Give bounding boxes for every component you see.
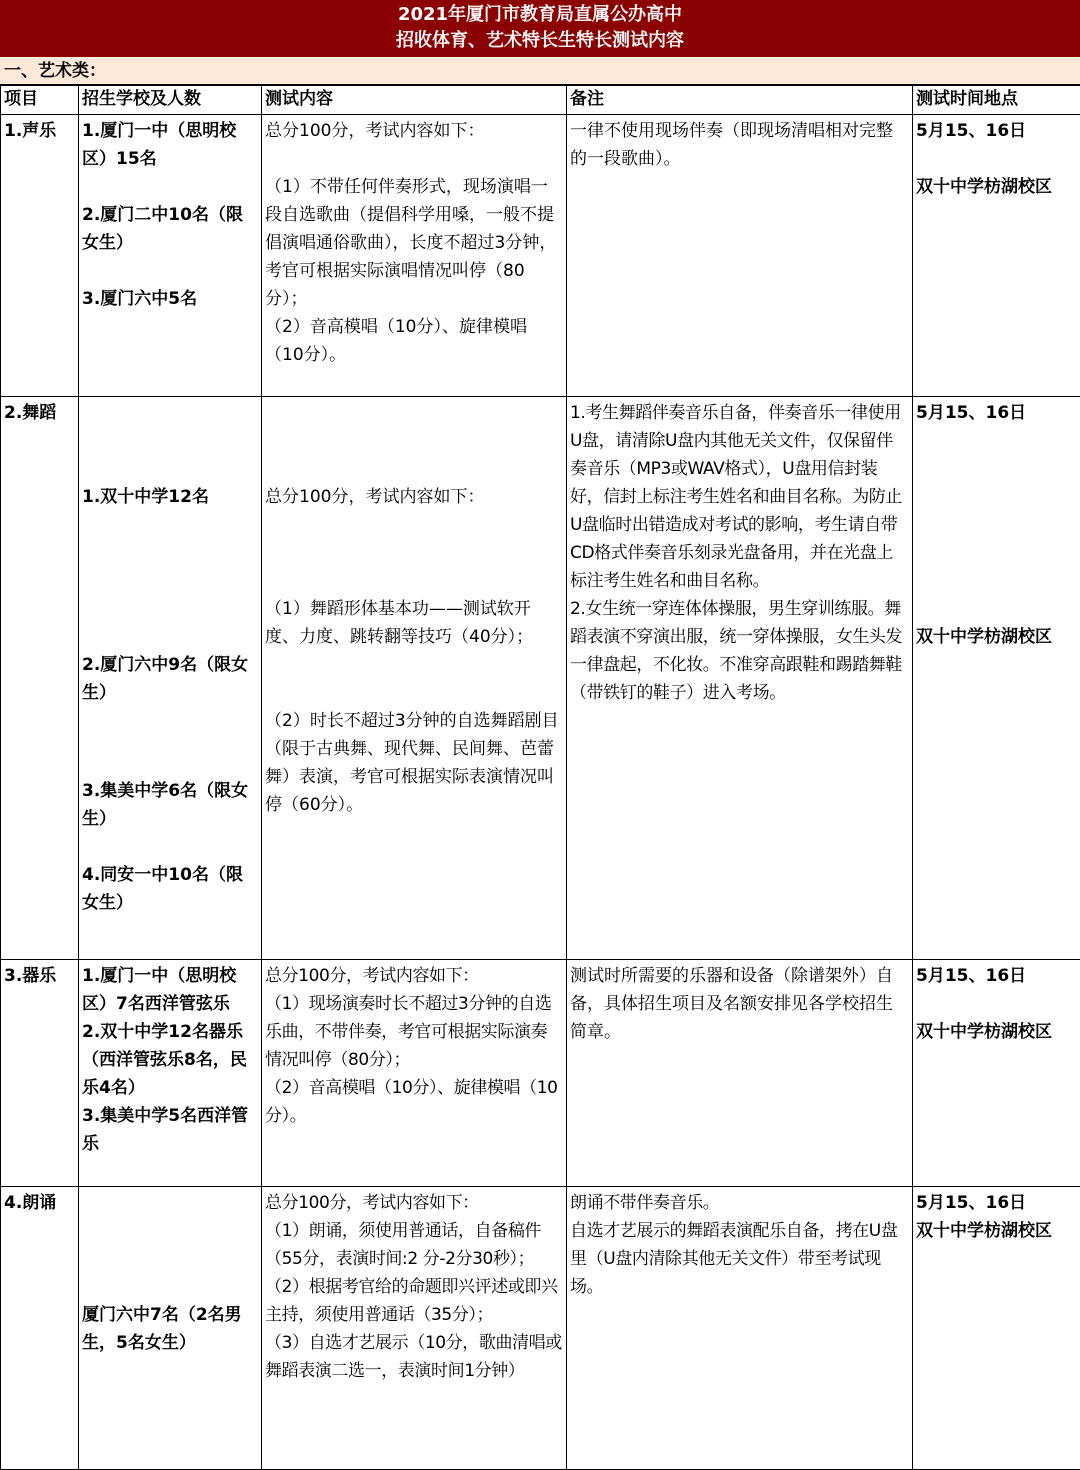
notes-cell <box>567 1187 913 1470</box>
item-cell: 3.器乐 <box>1 960 79 1187</box>
school-entry: 3.厦门六中5名 <box>82 285 258 313</box>
table-row <box>1 1187 1080 1470</box>
header-time-place: 测试时间地点 <box>913 86 1080 115</box>
notes-cell <box>567 397 913 960</box>
content-line: （3）自选才艺展示（10分，歌曲清唱或舞蹈表演二选一，表演时间1分钟） <box>265 1329 563 1385</box>
test-time: 5月15、16日 <box>916 1189 1077 1217</box>
content-cell <box>262 960 567 1187</box>
test-time: 5月15、16日 <box>916 117 1077 145</box>
note-line: 2.女生统一穿连体体操服，男生穿训练服。舞蹈表演不穿演出服，统一穿体操服，女生头发一律盘起，不化妆。不准穿高跟鞋和踢踏舞鞋（带铁钉的鞋子）进入考场。 <box>570 595 909 707</box>
content-line: 总分100分，考试内容如下： <box>265 1189 563 1217</box>
time-place-cell <box>913 397 1080 960</box>
content-cell <box>262 115 567 397</box>
test-place: 双十中学枋湖校区 <box>916 173 1077 201</box>
test-time: 5月15、16日 <box>916 962 1077 990</box>
content-line: （2）时长不超过3分钟的自选舞蹈剧目（限于古典舞、现代舞、民间舞、芭蕾舞）表演，考官可根据实际表演情况叫停（60分）。 <box>265 707 563 819</box>
table-row <box>1 397 1080 960</box>
content-line: 总分100分，考试内容如下： <box>265 483 563 511</box>
content-line: 总分100分，考试内容如下： <box>265 117 563 145</box>
time-place-cell <box>913 960 1080 1187</box>
section-heading: 一、艺术类： <box>0 57 1080 85</box>
note-line: 测试时所需要的乐器和设备（除谱架外）自备，具体招生项目及名额安排见各学校招生简章。 <box>570 962 909 1046</box>
header-content: 测试内容 <box>262 86 567 115</box>
content-line: （1）舞蹈形体基本功——测试软开度、力度、跳转翻等技巧（40分）； <box>265 595 563 651</box>
title-line-2: 招收体育、艺术特长生特长测试内容 <box>0 28 1080 54</box>
school-entry: 1.厦门一中（思明校区）15名 <box>82 117 258 173</box>
test-time: 5月15、16日 <box>916 399 1077 427</box>
notes-cell <box>567 115 913 397</box>
note-line: 朗诵不带伴奏音乐。 <box>570 1189 909 1217</box>
school-entry: 3.集美中学6名（限女生） <box>82 777 258 833</box>
item-cell: 1.声乐 <box>1 115 79 397</box>
school-entry: 3.集美中学5名西洋管乐 <box>82 1102 258 1158</box>
header-notes: 备注 <box>567 86 913 115</box>
test-place: 双十中学枋湖校区 <box>916 1018 1077 1046</box>
header-item: 项目 <box>1 86 79 115</box>
test-content-table <box>0 85 1080 1470</box>
notes-cell <box>567 960 913 1187</box>
table-row <box>1 960 1080 1187</box>
school-entry: 1.双十中学12名 <box>82 483 258 511</box>
content-line: （2）根据考官给的命题即兴评述或即兴主持，须使用普通话（35分）； <box>265 1273 563 1329</box>
time-place-cell <box>913 1187 1080 1470</box>
header-schools: 招生学校及人数 <box>79 86 262 115</box>
item-cell: 2.舞蹈 <box>1 397 79 960</box>
test-place: 双十中学枋湖校区 <box>916 623 1077 651</box>
table-row <box>1 115 1080 397</box>
content-line: （2）音高模唱（10分）、旋律模唱（10分）。 <box>265 313 563 369</box>
content-line: （1）朗诵，须使用普通话，自备稿件（55分，表演时间:2 分-2分30秒）； <box>265 1217 563 1273</box>
header-row <box>1 86 1080 115</box>
content-line: （2）音高模唱（10分）、旋律模唱（10分）。 <box>265 1074 563 1130</box>
document-title <box>0 0 1080 57</box>
school-entry: 4.同安一中10名（限女生） <box>82 861 258 917</box>
school-entry: 2.双十中学12名器乐（西洋管弦乐8名，民乐4名） <box>82 1018 258 1102</box>
schools-cell <box>79 960 262 1187</box>
schools-cell <box>79 397 262 960</box>
title-line-1: 2021年厦门市教育局直属公办高中 <box>0 2 1080 28</box>
content-line: 总分100分，考试内容如下： <box>265 962 563 990</box>
content-line: （1）现场演奏时长不超过3分钟的自选乐曲，不带伴奏，考官可根据实际演奏情况叫停（80分）； <box>265 990 563 1074</box>
content-cell <box>262 1187 567 1470</box>
note-line: 一律不使用现场伴奏（即现场清唱相对完整的一段歌曲）。 <box>570 117 909 173</box>
school-entry: 2.厦门二中10名（限女生） <box>82 201 258 257</box>
item-cell: 4.朗诵 <box>1 1187 79 1470</box>
school-entry: 2.厦门六中9名（限女生） <box>82 651 258 707</box>
content-line: （1）不带任何伴奏形式，现场演唱一段自选歌曲（提倡科学用嗓，一般不提倡演唱通俗歌曲），长度不超过3分钟，考官可根据实际演唱情况叫停（80分）； <box>265 173 563 313</box>
schools-cell <box>79 115 262 397</box>
schools-cell <box>79 1187 262 1470</box>
note-line: 自选才艺展示的舞蹈表演配乐自备，拷在U盘里（U盘内清除其他无关文件）带至考试现场。 <box>570 1217 909 1301</box>
test-place: 双十中学枋湖校区 <box>916 1217 1077 1245</box>
school-entry: 厦门六中7名（2名男生，5名女生） <box>82 1301 258 1357</box>
school-entry: 1.厦门一中（思明校区）7名西洋管弦乐 <box>82 962 258 1018</box>
time-place-cell <box>913 115 1080 397</box>
content-cell <box>262 397 567 960</box>
note-line: 1.考生舞蹈伴奏音乐自备，伴奏音乐一律使用U盘，请清除U盘内其他无关文件，仅保留伴奏音乐（MP3或WAV格式），U盘用信封装好，信封上标注考生姓名和曲目名称。为防止U盘临时出错造成对考试的影响，考生请自带CD格式伴奏音乐刻录光盘备用，并在光盘上标注考生姓名和曲目名称。 <box>570 399 909 595</box>
